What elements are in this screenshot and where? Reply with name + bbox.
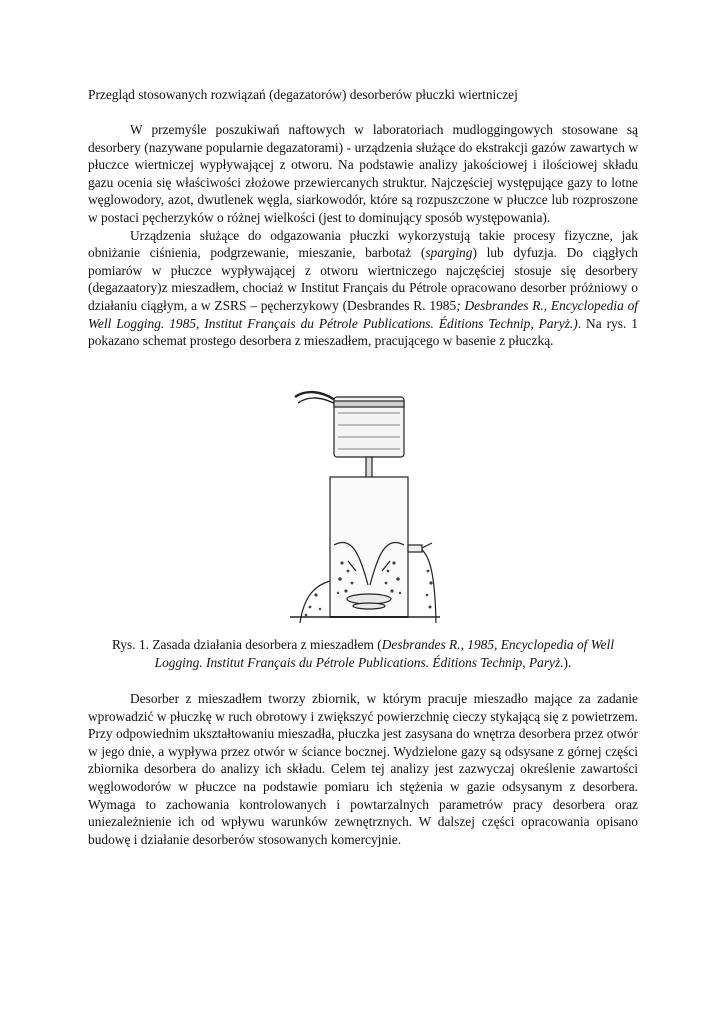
paragraph-2-part-3: . Na rys. 1 pokazano schemat prostego desorbera z mieszadłem, pracującego w basenie z płuczką. [88,315,638,349]
caption-prefix: Rys. 1. Zasada działania desorbera z mieszadłem ( [111,637,382,652]
section-heading: Przegląd stosowanych rozwiązań (degazatorów) desorberów płuczki wiertniczej [88,87,518,102]
paragraph-2 [88,227,638,350]
sparging-term: sparging [425,245,473,261]
paragraph-1: W przemyśle poszukiwań naftowych w laboratoriach mudloggingowych stosowane są desorbery (nazywane popularnie degazatorami) - urządzenia służące do ekstrakcji gazów zawartych w płuczce wiertniczej wypływającej z otworu. Na podstawie analizy jakościowej i ilościowej składu gazu ocenia się właściwości złożowe przewiercanych struktur. Najczęściej występujące gazy to lotne węglowodory, azot, dwutlenek węgla, siarkowodór, które są rozpuszczone w płuczce lub rozproszone w postaci pęcherzyków o różnej wielkości (jest to dominujący sposób występowania). [88,122,638,225]
paragraph-2-citation: ; Desbrandes R., Encyclopedia of Well Logging. 1985, Institut Français du Pétrole Publications. Éditions Technip, Paryż.) [88,297,638,331]
diagram-cable [295,392,335,400]
caption-citation: Desbrandes R., 1985, Encyclopedia of Well Logging. Institut Français du Pétrole Publications. Éditions Technip, Paryż. [154,637,615,670]
caption-suffix: ). [563,654,572,670]
paragraph-3: Desorber z mieszadłem tworzy zbiornik, w którym pracuje mieszadło mające za zadanie wprowadzić w płuczkę w ruch obrotowy i zwiększyć powierzchnię cieczy stykającą się z powietrzem. Przy odpowiednim ukształtowaniu mieszadła, płuczka jest zasysana do wnętrza desorbera przez otwór w jego dnie, a wypływa przez otwór w ściance bocznej. Wydzielone gazy są odsysane z górnej części zbiornika desorbera do analizy ich składu. Celem tej analizy jest zazwyczaj określenie zawartości węglowodorów w płuczce na podstawie pomiaru ich stężenia w gazie odsysanym z desorbera. Wymaga to zachowania kontrolowanych i powtarzalnych parametrów pracy desorbera oraz uniezależnienie ich od wpływu warunków zewnętrznych. W dalszej części opracowania opisano budowę i działanie desorberów stosowanych komercyjnie. [88,691,638,847]
paragraph-2-part-2: ) lub dyfuzja. Do ciągłych pomiarów w płuczce wypływającej z otworu wiertniczego najczęściej stosuje się desorbery (degazaatory)z mieszadłem, chociaż w Institut Français du Pétrole opracowano desorber próżniowy o działaniu ciągłym, a w ZSRS – pęcherzykowy (Desbrandes R. 1985 [88,245,638,313]
desorber-diagram [290,385,440,623]
figure-caption [88,636,638,671]
description-text [88,690,638,848]
intro-text [88,121,638,350]
paragraph-2-part-1: Urządzenia służące do odgazowania płuczki wykorzystują takie procesy fizyczne, jak obniżanie ciśnienia, podgrzewanie, mieszanie, barbotaż ( [88,227,638,261]
